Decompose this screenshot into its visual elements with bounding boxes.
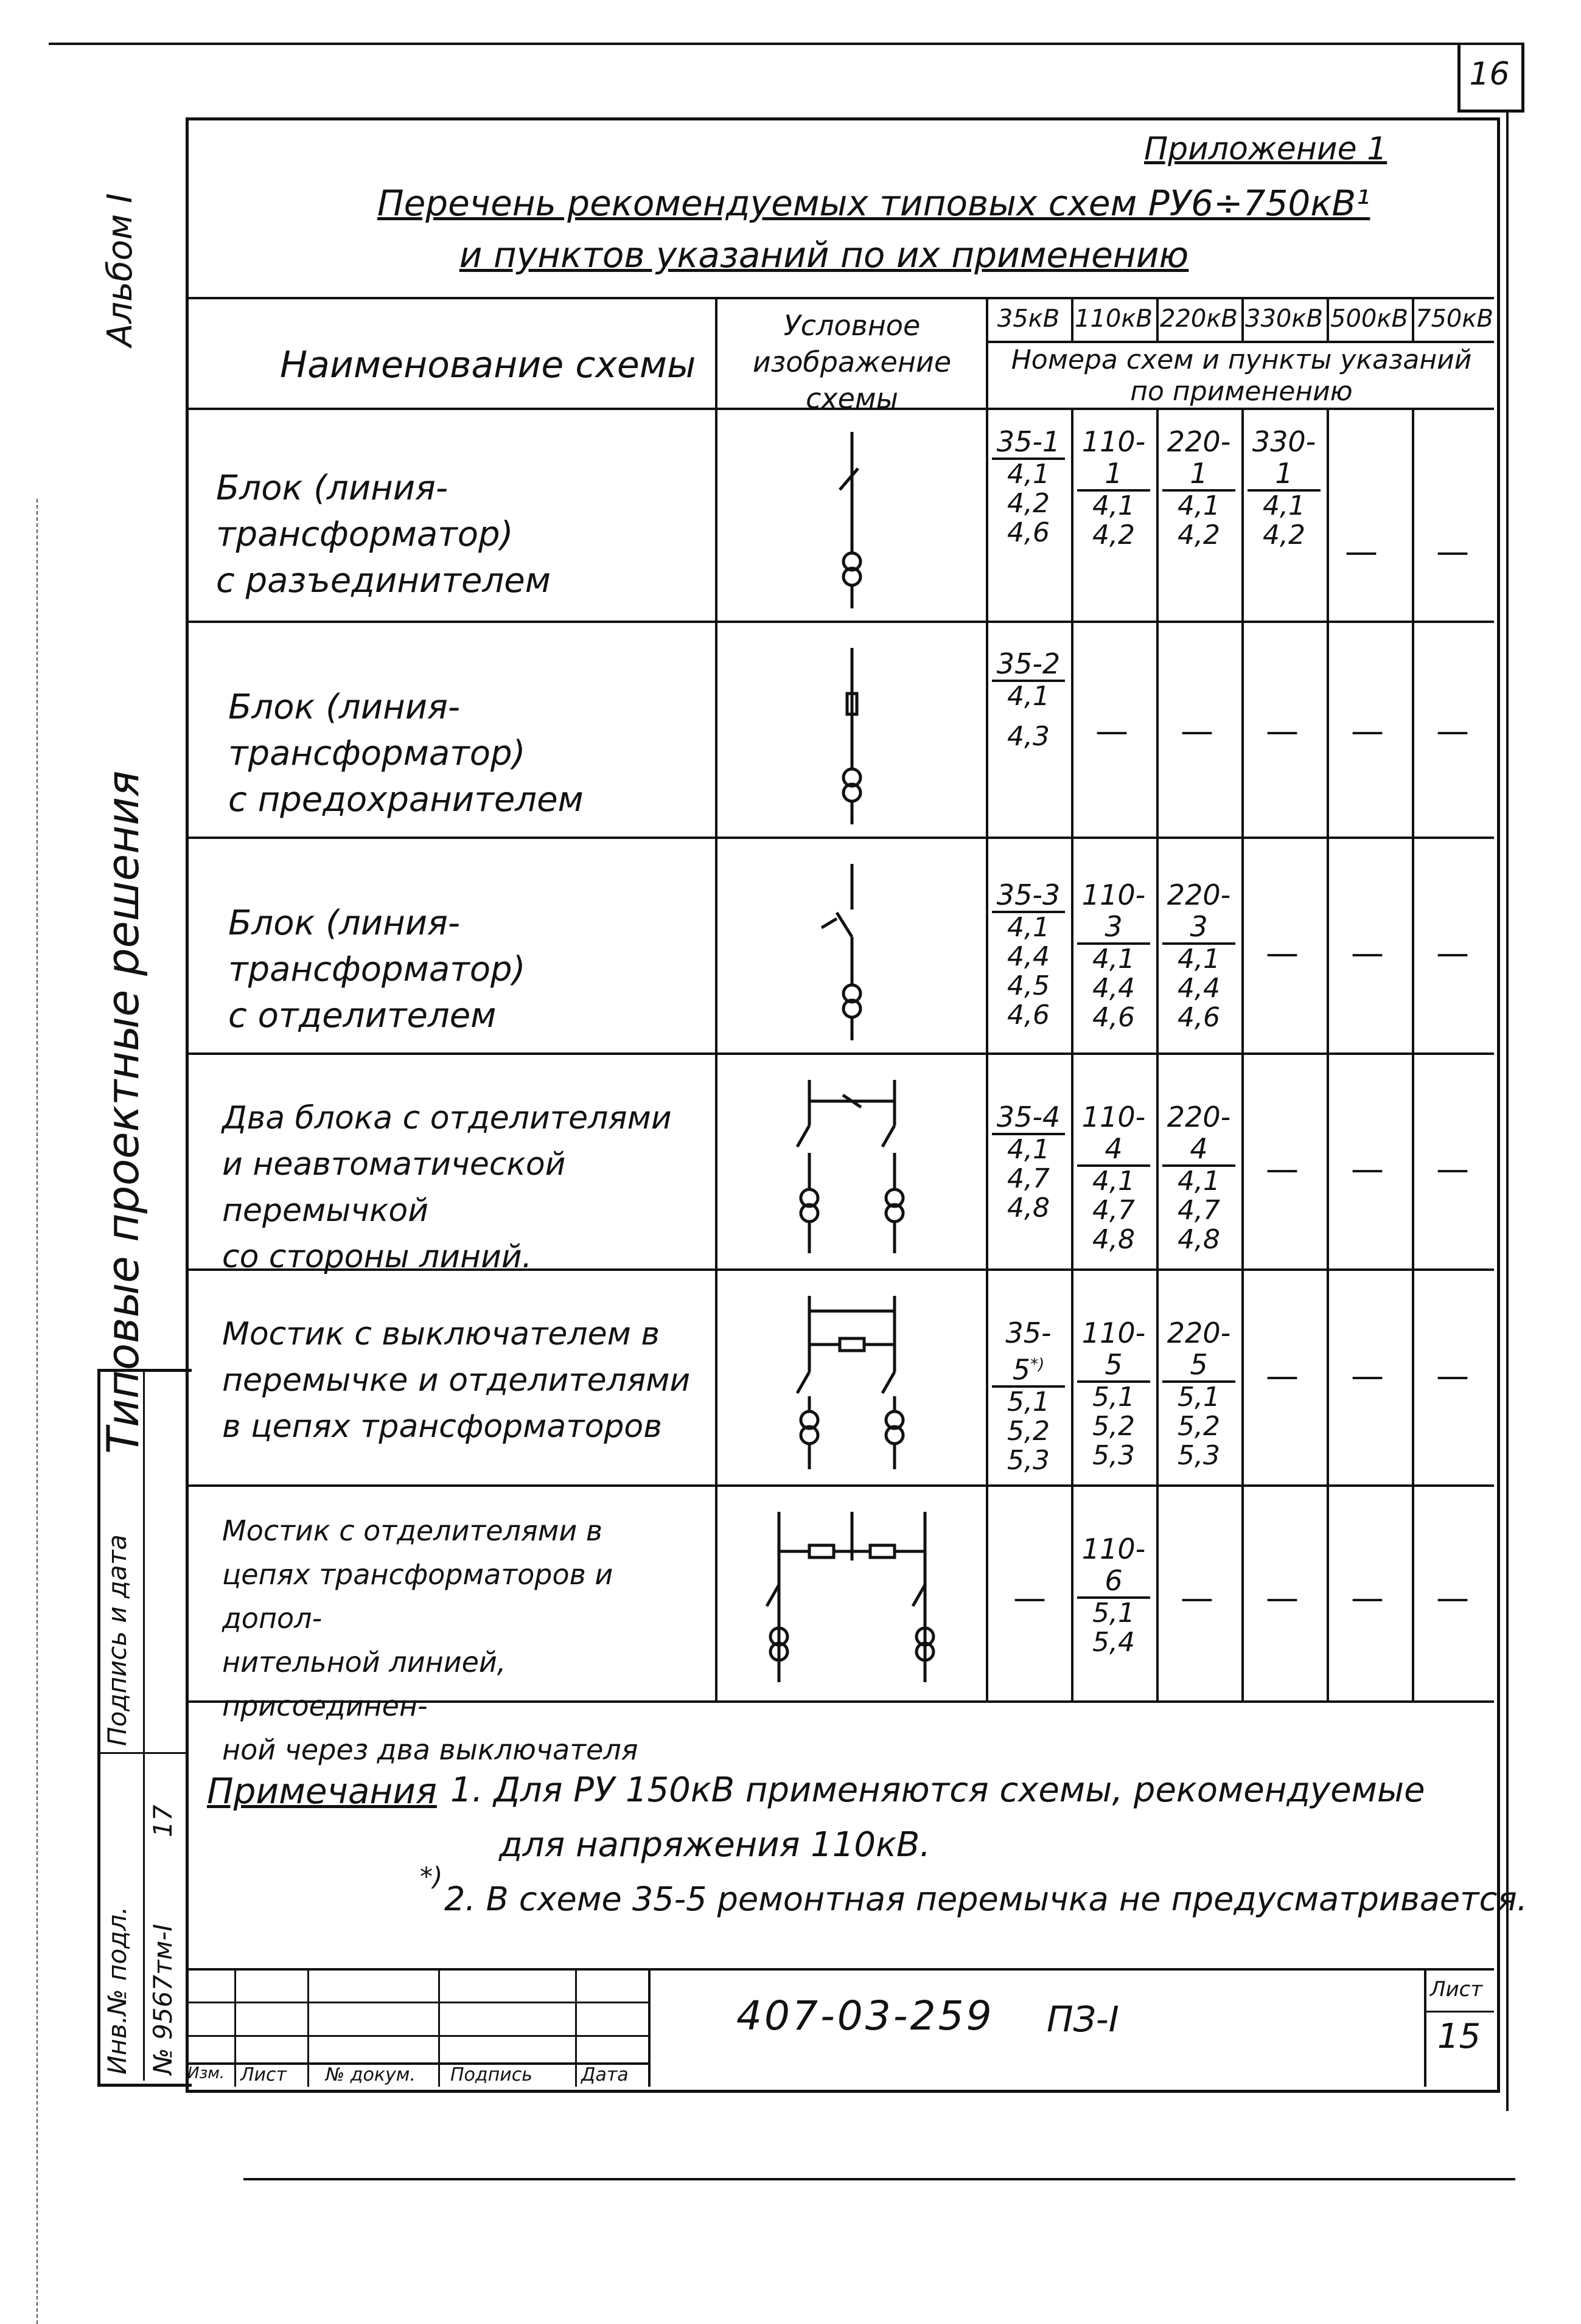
doc-section: ПЗ-I <box>1047 1999 1119 2040</box>
header-voltage-500: 500кВ <box>1330 305 1408 333</box>
cell-r1-220: 220-1 4,1 4,2 <box>1162 426 1235 550</box>
cell-r5-35: 35-5*) 5,1 5,2 5,3 <box>992 1317 1065 1475</box>
tb-col-doc: № докум. <box>326 2064 416 2086</box>
cell-r1-35: 35-1 4,1 4,2 4,6 <box>992 426 1065 548</box>
cell-r4-220: 220-4 4,1 4,7 4,8 <box>1162 1101 1235 1254</box>
row-3-schematic <box>730 852 974 1046</box>
header-voltage-750: 750кВ <box>1415 305 1493 333</box>
stamp-inv-label: Инв.№ подл. <box>102 1906 132 2075</box>
row-3-name: Блок (линия-трансформатор) с отделителем <box>228 903 526 1035</box>
sheet-number: 15 <box>1437 2017 1481 2056</box>
note-2: 2. В схеме 35-5 ремонтная перемычка не предусматривается. <box>444 1880 1527 1918</box>
cell-r6-110: 110-6 5,1 5,4 <box>1077 1533 1150 1657</box>
header-name-column: Наименование схемы <box>280 344 696 386</box>
cell-r2-35: 35-2 4,1 4,3 <box>992 648 1065 751</box>
cell-r6-330: — <box>1266 1579 1299 1617</box>
tb-col-izm: Изм. <box>187 2064 225 2082</box>
cell-r1-330: 330-1 4,1 4,2 <box>1248 426 1321 550</box>
stamp-sign-label: Подпись и дата <box>102 1534 132 1746</box>
cell-r6-220: — <box>1181 1579 1213 1617</box>
cell-r4-110: 110-4 4,1 4,7 4,8 <box>1077 1101 1150 1254</box>
header-voltage-110: 110кВ <box>1075 305 1153 333</box>
note-2-mark: *) <box>420 1862 443 1891</box>
cell-r3-500: — <box>1351 934 1384 972</box>
cell-r6-500: — <box>1351 1579 1384 1617</box>
cell-r2-330: — <box>1266 712 1299 750</box>
appendix-label: Приложение 1 <box>1144 131 1387 167</box>
note-1-line2: для напряжения 110кВ. <box>499 1825 931 1865</box>
cell-r5-750: — <box>1436 1357 1469 1395</box>
cell-r2-500: — <box>1351 712 1384 750</box>
cell-r5-110: 110-5 5,1 5,2 5,3 <box>1077 1317 1150 1470</box>
cell-r1-500: — <box>1345 532 1378 571</box>
header-image-column: Условное изображение схемы <box>752 309 952 415</box>
header-voltage-35: 35кВ <box>997 305 1060 333</box>
row-4-name: Два блока с отделителями и неавтоматической перемычкой со стороны линий. <box>222 1100 672 1275</box>
side-album-label: Альбом I <box>100 193 140 347</box>
row-2-schematic <box>730 636 974 830</box>
cell-r3-35: 35-3 4,1 4,4 4,5 4,6 <box>992 879 1065 1030</box>
row-5-schematic <box>730 1284 974 1478</box>
cell-r4-750: — <box>1436 1150 1469 1188</box>
stamp-inv-value: № 9567тм-I <box>148 1924 178 2075</box>
header-numbers-label: Номера схем и пункты указаний по применению <box>1011 344 1472 407</box>
doc-title-line2: и пунктов указаний по их применению <box>459 234 1189 276</box>
cell-r6-35: — <box>1013 1579 1046 1617</box>
cell-r3-750: — <box>1436 934 1469 972</box>
table-top-line <box>186 297 1494 299</box>
cell-r6-750: — <box>1436 1579 1469 1617</box>
side-main-label: Типовые проектные решения <box>97 770 148 1454</box>
cell-r3-330: — <box>1266 934 1299 972</box>
row-4-schematic <box>730 1068 974 1262</box>
cell-r1-110: 110-1 4,1 4,2 <box>1077 426 1150 550</box>
cell-r4-35: 35-4 4,1 4,7 4,8 <box>992 1101 1065 1223</box>
cell-r5-220: 220-5 5,1 5,2 5,3 <box>1162 1317 1235 1470</box>
page-number: 16 <box>1469 56 1510 92</box>
stamp-sign-value: 17 <box>148 1804 178 1837</box>
row-5-name: Мостик с выключателем в перемычке и отделителями в цепях трансформаторов <box>222 1316 691 1445</box>
cell-r5-500: — <box>1351 1357 1384 1395</box>
note-1-line1: 1. Для РУ 150кВ применяются схемы, рекомендуемые <box>450 1770 1425 1810</box>
row-2-name: Блок (линия-трансформатор) с предохранителем <box>228 687 584 819</box>
sheet-label: Лист <box>1430 1977 1483 2002</box>
row-6-name: Мостик с отделителями в цепях трансформаторов и допол- нительной линией, присоединен- ной через два выключателя <box>222 1514 638 1766</box>
notes-label: Примечания <box>207 1770 437 1812</box>
cell-r2-220: — <box>1181 712 1213 750</box>
tb-col-date: Дата <box>581 2064 629 2086</box>
row-1-schematic <box>730 420 974 614</box>
tb-col-sign: Подпись <box>450 2064 532 2086</box>
cell-r3-110: 110-3 4,1 4,4 4,6 <box>1077 879 1150 1032</box>
tb-col-list: Лист <box>240 2064 287 2086</box>
cell-r3-220: 220-3 4,1 4,4 4,6 <box>1162 879 1235 1032</box>
row-6-schematic <box>730 1500 974 1694</box>
cell-r2-750: — <box>1436 712 1469 750</box>
cell-r4-500: — <box>1351 1150 1384 1188</box>
doc-code: 407-03-259 <box>736 1992 994 2039</box>
header-voltage-330: 330кВ <box>1245 305 1323 333</box>
cell-r5-330: — <box>1266 1357 1299 1395</box>
header-voltage-220: 220кВ <box>1160 305 1238 333</box>
cell-r1-750: — <box>1436 532 1469 571</box>
cell-r2-110: — <box>1095 712 1128 750</box>
row-1-name: Блок (линия-трансформатор) с разъединителем <box>216 468 551 600</box>
doc-title-line1: Перечень рекомендуемых типовых схем РУ6÷750кВ¹ <box>377 183 1370 224</box>
title-block-top <box>186 1968 1494 1971</box>
cell-r4-330: — <box>1266 1150 1299 1188</box>
